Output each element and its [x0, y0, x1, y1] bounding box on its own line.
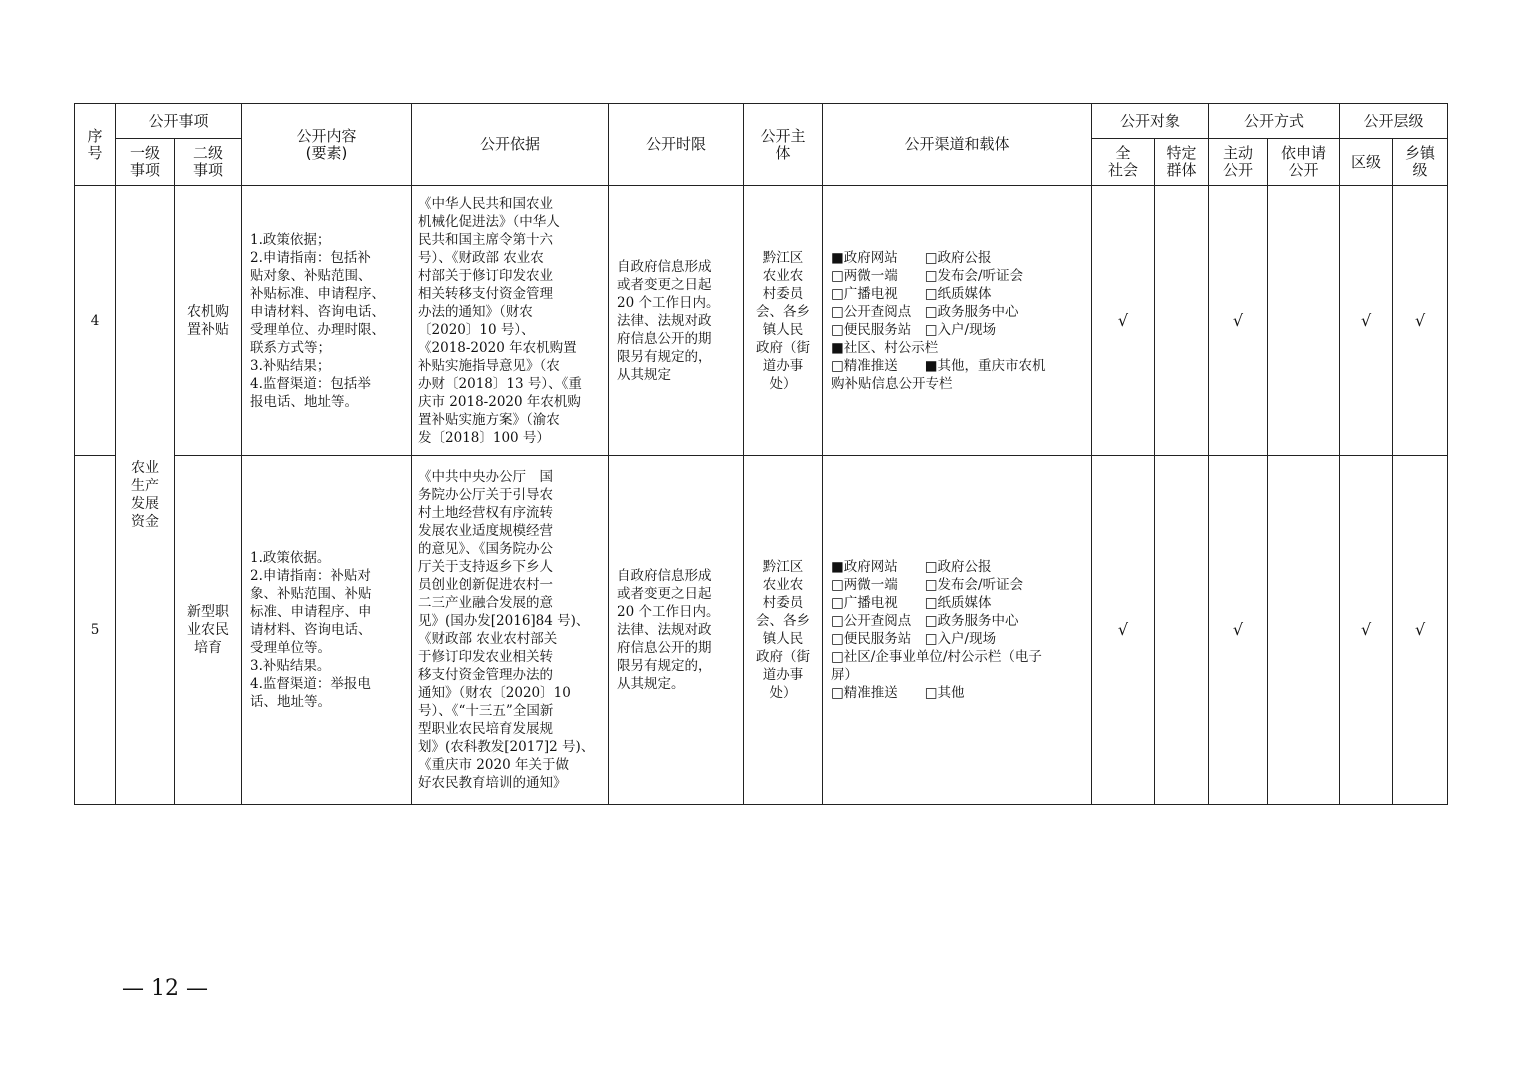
header-method-request: 依申请 公开: [1268, 139, 1340, 186]
table-row: [75, 186, 1448, 456]
content-text: 1.政策依据。 2.申请指南：补贴对 象、补贴范围、补贴 标准、申请程序、申 请材料、咨询电话、 受理单位等。 3.补贴结果。 4.监督渠道：举报电 话、地址等。: [250, 550, 372, 710]
header-level-district: 区级: [1340, 139, 1393, 186]
level1-item: [116, 186, 175, 805]
row-seq: 4: [75, 186, 116, 456]
row-level2: 新型职 业农民 培育: [175, 456, 242, 805]
check-target-all: √: [1092, 456, 1155, 805]
header-level: 公开层级: [1340, 104, 1448, 139]
check-level-town: √: [1393, 186, 1448, 456]
row-time-limit: [609, 186, 744, 456]
header-level1: 一级 事项: [116, 139, 175, 186]
header-subject: 公开主 体: [744, 104, 823, 186]
check-target-specific: [1155, 186, 1209, 456]
row-channels: [823, 456, 1092, 805]
row-content: [242, 456, 412, 805]
content-text: 1.政策依据； 2.申请指南：包括补 贴对象、补贴范围、 补贴标准、申请程序、 申请材料、咨询电话、 受理单位、办理时限、 联系方式等； 3.补贴结果； 4.监督渠道：包括举 报电话、地址等。: [250, 231, 386, 410]
check-level-district: √: [1340, 186, 1393, 456]
channels-text: ■政府网站 □政府公报 □两微一端 □发布会/听证会 □广播电视 □纸质媒体 □公开查阅点 □政务服务中心 □便民服务站 □入户/现场 ■社区、村公示栏 □精准推送 ■其他，重庆市农机 购补贴信息公开专栏: [831, 249, 1046, 392]
header-level2: 二级 事项: [175, 139, 242, 186]
check-level-town: √: [1393, 456, 1448, 805]
header-row-1: [75, 104, 1448, 139]
row-subject: [744, 186, 823, 456]
header-target-specific: 特定 群体: [1155, 139, 1209, 186]
check-method-request: [1268, 456, 1340, 805]
row-content: [242, 186, 412, 456]
check-method-active: √: [1209, 456, 1268, 805]
header-level-town: 乡镇 级: [1393, 139, 1448, 186]
row-time-limit: [609, 456, 744, 805]
basis-text: 《中共中央办公厅 国 务院办公厅关于引导农 村土地经营权有序流转 发展农业适度规模经营 的意见》、《国务院办公 厅关于支持返乡下乡人 员创业创新促进农村一 二三产业融合发展的意 见》(国办发[2016]84 号)、 《财政部 农业农村部关 于修订印发农业相关转 移支付资金管理办法的 通知》（财农〔2020〕10 号）、《“十三五”全国新 型职业农民培育发展规 划》(农科教发[2017]2 号)、 《重庆市 2020 年关于做 好农民教育培训的通知》: [418, 469, 595, 791]
time-limit-text: 自政府信息形成 或者变更之日起 20 个工作日内。 法律、法规对政 府信息公开的期 限另有规定的， 从其规定。: [617, 568, 720, 692]
header-method-active: 主动 公开: [1209, 139, 1268, 186]
row-basis: [412, 456, 609, 805]
header-seq: 序 号: [75, 104, 116, 186]
header-time-limit: 公开时限: [609, 104, 744, 186]
header-basis: 公开依据: [412, 104, 609, 186]
row-subject: [744, 456, 823, 805]
header-content: 公开内容 (要素): [242, 104, 412, 186]
time-limit-text: 自政府信息形成 或者变更之日起 20 个工作日内。 法律、法规对政 府信息公开的期 限另有规定的， 从其规定: [617, 258, 720, 383]
disclosure-table: [74, 103, 1448, 805]
check-target-specific: [1155, 456, 1209, 805]
header-method: 公开方式: [1209, 104, 1340, 139]
check-method-active: √: [1209, 186, 1268, 456]
row-basis: [412, 186, 609, 456]
row-seq: 5: [75, 456, 116, 805]
check-level-district: √: [1340, 456, 1393, 805]
row-channels: [823, 186, 1092, 456]
channels-text: ■政府网站 □政府公报 □两微一端 □发布会/听证会 □广播电视 □纸质媒体 □公开查阅点 □政务服务中心 □便民服务站 □入户/现场 □社区/企事业单位/村公示栏（电子 屏） □精准推送 □其他: [831, 559, 1042, 701]
check-target-all: √: [1092, 186, 1155, 456]
page-number: — 12 —: [122, 976, 208, 1001]
subject-text: 黔江区 农业农 村委员 会、各乡 镇人民 政府（街 道办事 处）: [756, 249, 811, 392]
header-item: 公开事项: [116, 104, 242, 139]
basis-text: 《中华人民共和国农业 机械化促进法》（中华人 民共和国主席令第十六 号）、《财政部 农业农 村部关于修订印发农业 相关转移支付资金管理 办法的通知》（财农 〔2020〕10 号）、 《2018-2020 年农机购置 补贴实施指导意见》（农 办财〔2018〕13 号）、《重 庆市 2018-2020 年农机购 置补贴实施方案》（渝农 发〔2018〕100 号）: [418, 195, 582, 446]
level1-item-text: 农业 生产 发展 资金: [131, 460, 159, 530]
subject-text: 黔江区 农业农 村委员 会、各乡 镇人民 政府（街 道办事 处）: [756, 559, 811, 701]
header-target: 公开对象: [1092, 104, 1209, 139]
check-method-request: [1268, 186, 1340, 456]
row-level2: 农机购 置补贴: [175, 186, 242, 456]
table-row: [75, 456, 1448, 805]
header-channels: 公开渠道和载体: [823, 104, 1092, 186]
header-target-all: 全 社会: [1092, 139, 1155, 186]
